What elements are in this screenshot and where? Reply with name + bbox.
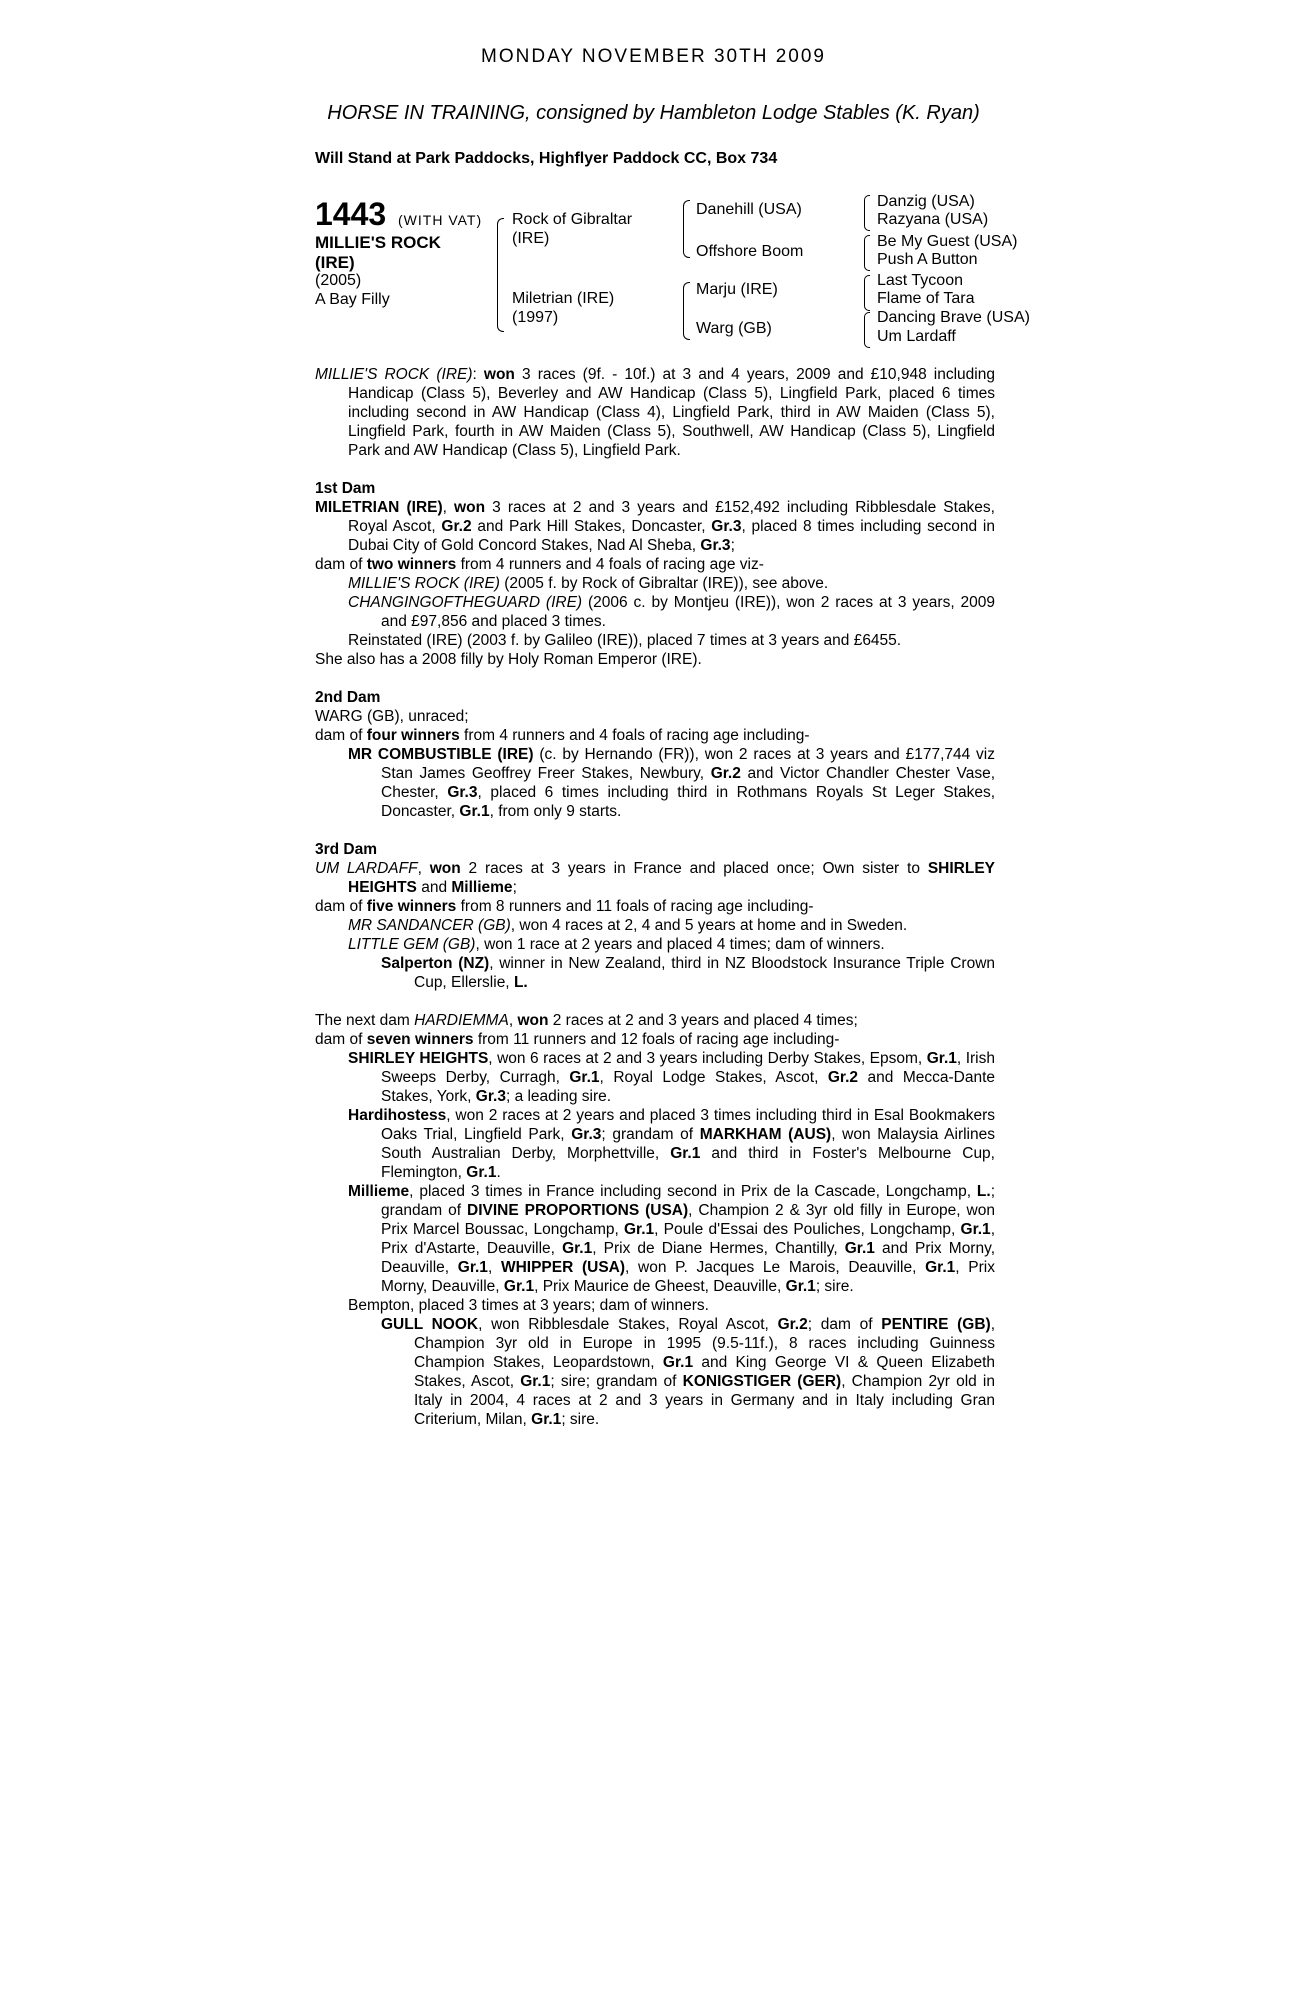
text: The next dam <box>315 1012 415 1029</box>
pedigree-gg-3: Be My Guest (USA) <box>877 233 1018 250</box>
relative-name: Millieme <box>451 879 513 896</box>
text: dam of <box>315 898 367 915</box>
text: and King George VI & Queen Elizabeth Stakes, Ascot, <box>414 1354 995 1390</box>
relative-name: WHIPPER (USA) <box>500 1259 626 1276</box>
horse-year: (2005) <box>315 272 362 289</box>
grade: Gr.1 <box>960 1221 991 1238</box>
text: ; grandam of <box>601 1126 700 1143</box>
produce-item <box>315 745 995 821</box>
produce-name: MR COMBUSTIBLE (IRE) <box>348 746 534 763</box>
grade: Gr.2 <box>777 1316 808 1333</box>
produce-name: MR SANDANCER (GB) <box>348 917 511 934</box>
text: ; <box>512 879 517 896</box>
produce-item <box>315 593 995 631</box>
text: , Prix de Diane Hermes, Chantilly, <box>592 1240 845 1257</box>
produce-name: Salperton (NZ) <box>381 955 490 972</box>
pedigree-dam-sire: Marju (IRE) <box>696 281 778 298</box>
text: , winner in New Zealand, third in NZ Bloodstock Insurance Triple Crown Cup, Ellerslie, <box>414 955 996 991</box>
text: , won 6 races at 2 and 3 years including Derby Stakes, Epsom, <box>488 1050 927 1067</box>
text: , Poule d'Essai des Pouliches, Longchamp, <box>654 1221 961 1238</box>
text: ; dam of <box>807 1316 882 1333</box>
stand-location: Will Stand at Park Paddocks, Highflyer Paddock CC, Box 734 <box>315 150 778 167</box>
pedigree-gg-8: Um Lardaff <box>877 328 956 345</box>
text: , placed 3 times in France including second in Prix de la Cascade, Longchamp, <box>409 1183 977 1200</box>
grade: Gr.3 <box>711 518 742 535</box>
horse-name-line2: (IRE) <box>315 253 355 272</box>
pedigree-brace-gen1 <box>497 218 504 332</box>
horse-name <box>315 233 441 273</box>
lot-vat: (WITH VAT) <box>398 212 483 228</box>
produce-item <box>315 954 995 992</box>
lot-number: 1443 <box>315 196 387 232</box>
produce-name: LITTLE GEM (GB) <box>348 936 476 953</box>
text: 2 races at 2 and 3 years and placed 4 times; <box>548 1012 858 1029</box>
pedigree-brace-sire <box>683 200 690 258</box>
text: 3 races at 2 and 3 years and £152,492 including Ribblesdale Stakes, Royal Ascot, <box>348 499 995 535</box>
text: , Prix Maurice de Gheest, Deauville, <box>534 1278 786 1295</box>
pedigree-brace-g1 <box>864 195 870 231</box>
grade: Gr.1 <box>926 1050 957 1067</box>
produce-name: MILLIE'S ROCK (IRE) <box>348 575 500 592</box>
pedigree-brace-g3 <box>864 275 870 311</box>
grade: Gr.1 <box>457 1259 488 1276</box>
produce-item <box>315 1106 995 1182</box>
next-dam-record: The next dam HARDIEMMA, won 2 races at 2 and 3 years and placed 4 times; <box>315 1012 858 1029</box>
pedigree-sire: Rock of Gibraltar <box>512 211 633 228</box>
produce-name: GULL NOOK <box>381 1316 479 1333</box>
text: ; sire. <box>561 1411 600 1428</box>
text: from 4 runners and 4 foals of racing age including- <box>459 727 810 744</box>
grade: Gr.3 <box>700 537 731 554</box>
race-record-text: 3 races (9f. - 10f.) at 3 and 4 years, 2009 and £10,948 including Handicap (Class 5), Beverley and AW Handicap (Class 5), Lingfield Park, placed 6 times including second in AW Handicap (Class 4), Lingfield Park, third in AW Maiden (Class 5), Lingfield Park, fourth in AW Maiden (Class 5), Southwell, AW Handicap (Class 5), Lingfield Park and AW Handicap (Class 5), Lingfield Park. <box>348 366 995 459</box>
winners-count: five winners <box>366 898 457 915</box>
catalogue-text <box>315 365 995 1429</box>
grade: Gr.3 <box>571 1126 602 1143</box>
produce-name: CHANGINGOFTHEGUARD (IRE) <box>348 594 583 611</box>
won-label: won <box>429 860 461 877</box>
race-record: MILLIE'S ROCK (IRE): won 3 races (9f. - 10f.) at 3 and 4 years, 2009 and £10,948 including Handicap (Class 5), Beverley and AW Handicap (Class 5), Lingfield Park, placed 6 times including second in AW Handicap (Class 4), Lingfield Park, third in AW Maiden (Class 5), Lingfield Park, fourth in AW Maiden (Class 5), Southwell, AW Handicap (Class 5), Lingfield Park and AW Handicap (Class 5), Lingfield Park. <box>315 366 995 459</box>
grade: L. <box>513 974 528 991</box>
text: 2 races at 3 years in France and placed once; Own sister to <box>460 860 928 877</box>
text: ; grandam of <box>381 1183 995 1219</box>
text: , won Malaysia Airlines South Australian Derby, Morphettville, <box>381 1126 995 1162</box>
third-dam-heading: 3rd Dam <box>315 841 378 858</box>
grade: Gr.2 <box>441 518 472 535</box>
text: and Victor Chandler Chester Vase, Chester, <box>381 765 995 801</box>
next-dam-name: HARDIEMMA <box>414 1012 509 1029</box>
consignment-line: HORSE IN TRAINING, consigned by Hambleton Lodge Stables (K. Ryan) <box>327 102 980 124</box>
next-dam-produce <box>315 1030 995 1049</box>
text: , placed 8 times including second in Dubai City of Gold Concord Stakes, Nad Al Sheba, <box>348 518 995 554</box>
text: dam of <box>315 556 367 573</box>
text: , Prix d'Astarte, Deauville, <box>381 1221 995 1257</box>
first-dam-record: MILETRIAN (IRE), won 3 races at 2 and 3 years and £152,492 including Ribblesdale Stakes, Royal Ascot, Gr.2 and Park Hill Stakes, Doncaster, Gr.3, placed 8 times including second in Dubai City of Gold Concord Stakes, Nad Al Sheba, Gr.3; <box>315 499 995 554</box>
text: and Park Hill Stakes, Doncaster, <box>471 518 712 535</box>
text: and third in Foster's Melbourne Cup, Flemington, <box>381 1145 995 1181</box>
second-dam-heading: 2nd Dam <box>315 689 381 706</box>
text: ; sire. <box>815 1278 854 1295</box>
text: , Champion 2yr old in Italy in 2004, 4 races at 2 and 3 years in Germany and in Italy including Gran Criterium, Milan, <box>414 1373 996 1428</box>
won-label: won <box>454 499 486 516</box>
text: ; <box>730 537 735 554</box>
pedigree-dam: Miletrian (IRE) <box>512 290 615 307</box>
relative-name: DIVINE PROPORTIONS (USA) <box>467 1202 689 1219</box>
third-dam-name: UM LARDAFF <box>315 860 418 877</box>
grade: Gr.1 <box>662 1354 694 1371</box>
grade: Gr.1 <box>925 1259 956 1276</box>
text: , Champion 3yr old in Europe in 1995 (9.5-11f.), 8 races including Guinness Champion Stakes, Leopardstown, <box>414 1316 995 1371</box>
first-dam-also: She also has a 2008 filly by Holy Roman Emperor (IRE). <box>315 651 702 668</box>
produce-item: Bempton, placed 3 times at 3 years; dam of winners. <box>348 1297 709 1314</box>
grade: Gr.3 <box>475 1088 506 1105</box>
text: dam of <box>315 727 367 744</box>
grade: Gr.1 <box>785 1278 816 1295</box>
grade: Gr.1 <box>844 1240 875 1257</box>
text: , won 1 race at 2 years and placed 4 times; dam of winners. <box>475 936 885 953</box>
winners-count: seven winners <box>366 1031 474 1048</box>
grade: Gr.1 <box>503 1278 535 1295</box>
first-dam-heading: 1st Dam <box>315 480 376 497</box>
produce-item <box>315 574 995 593</box>
grade: Gr.1 <box>670 1145 701 1162</box>
grade: Gr.1 <box>569 1069 600 1086</box>
produce-item: Reinstated (IRE) (2003 f. by Galileo (IRE)), placed 7 times at 3 years and £6455. <box>348 632 902 649</box>
first-dam-produce <box>315 555 995 574</box>
grade: Gr.2 <box>710 765 741 782</box>
produce-name: Hardihostess <box>348 1107 447 1124</box>
text: , Prix Morny, Deauville, <box>381 1259 995 1295</box>
horse-description: A Bay Filly <box>315 291 390 308</box>
grade: Gr.1 <box>562 1240 593 1257</box>
pedigree-sire-sire: Danehill (USA) <box>696 201 802 218</box>
produce-item <box>315 935 995 954</box>
text: dam of <box>315 1031 367 1048</box>
third-dam-record: UM LARDAFF, won 2 races at 3 years in France and placed once; Own sister to SHIRLEY HEIGHTS and Millieme; <box>315 860 995 896</box>
horse-name-italic: MILLIE'S ROCK (IRE) <box>315 366 473 383</box>
text: , placed 6 times including third in Rothmans Royals St Leger Stakes, Doncaster, <box>381 784 996 820</box>
text: , Royal Lodge Stakes, Ascot, <box>599 1069 828 1086</box>
second-dam-produce <box>315 726 995 745</box>
text: , Irish Sweeps Derby, Curragh, <box>381 1050 995 1086</box>
horse-name-line1: MILLIE'S ROCK <box>315 233 441 252</box>
text: , won 2 races at 2 years and placed 3 times including third in Esal Bookmakers Oaks Trial, Lingfield Park, <box>381 1107 995 1143</box>
text: from 8 runners and 11 foals of racing age including- <box>456 898 814 915</box>
text: (2005 f. by Rock of Gibraltar (IRE)), see above. <box>499 575 829 592</box>
won-label: won <box>483 366 515 383</box>
winners-count: two winners <box>366 556 457 573</box>
text: from 11 runners and 12 foals of racing age including- <box>473 1031 840 1048</box>
text: , from only 9 starts. <box>489 803 622 820</box>
text: , <box>487 1259 501 1276</box>
text: , Champion 2 & 3yr old filly in Europe, won Prix Marcel Boussac, Longchamp, <box>381 1202 995 1238</box>
winners-count: four winners <box>366 727 460 744</box>
text: ; sire; grandam of <box>550 1373 683 1390</box>
text: , won 4 races at 2, 4 and 5 years at home and in Sweden. <box>510 917 908 934</box>
pedigree-dam-dam: Warg (GB) <box>696 320 772 337</box>
second-dam-line: WARG (GB), unraced; <box>315 708 469 725</box>
text: , won Ribblesdale Stakes, Royal Ascot, <box>478 1316 778 1333</box>
pedigree-brace-g2 <box>864 235 870 271</box>
pedigree-gg-5: Last Tycoon <box>877 272 963 289</box>
sale-date: MONDAY NOVEMBER 30TH 2009 <box>481 46 826 67</box>
produce-item <box>315 1182 995 1296</box>
third-dam-produce <box>315 897 995 916</box>
pedigree-dam-year: (1997) <box>512 309 559 326</box>
first-dam-name: MILETRIAN (IRE) <box>315 499 443 516</box>
pedigree-gg-1: Danzig (USA) <box>877 193 975 210</box>
pedigree-brace-g4 <box>864 312 870 348</box>
produce-name: Millieme <box>348 1183 410 1200</box>
grade: Gr.1 <box>459 803 490 820</box>
text: , won P. Jacques Le Marois, Deauville, <box>625 1259 926 1276</box>
text: and Mecca-Dante Stakes, York, <box>381 1069 995 1105</box>
pedigree-gg-7: Dancing Brave (USA) <box>877 309 1030 326</box>
grade: Gr.1 <box>520 1373 551 1390</box>
pedigree-sire-dam: Offshore Boom <box>696 243 804 260</box>
text: and <box>416 879 452 896</box>
relative-name: MARKHAM (AUS) <box>699 1126 832 1143</box>
produce-item <box>315 916 995 935</box>
text: and Prix Morny, Deauville, <box>381 1240 995 1276</box>
text: from 4 runners and 4 foals of racing age viz- <box>456 556 764 573</box>
pedigree-gg-6: Flame of Tara <box>877 290 975 307</box>
relative-name: KONIGSTIGER (GER) <box>682 1373 842 1390</box>
produce-item <box>315 1315 995 1429</box>
produce-item <box>315 1049 995 1106</box>
grade: Gr.2 <box>827 1069 859 1086</box>
text: ; a leading sire. <box>505 1088 612 1105</box>
grade: Gr.1 <box>624 1221 655 1238</box>
grade: L. <box>976 1183 991 1200</box>
pedigree-sire-country: (IRE) <box>512 230 550 247</box>
grade: Gr.1 <box>466 1164 497 1181</box>
text: (2006 c. by Montjeu (IRE)), won 2 races at 3 years, 2009 and £97,856 and placed 3 times. <box>381 594 996 630</box>
produce-name: SHIRLEY HEIGHTS <box>348 1050 489 1067</box>
grade: Gr.1 <box>531 1411 562 1428</box>
grade: Gr.3 <box>447 784 478 801</box>
relative-name: PENTIRE (GB) <box>881 1316 991 1333</box>
won-label: won <box>517 1012 549 1029</box>
text: . <box>496 1164 501 1181</box>
pedigree-gg-2: Razyana (USA) <box>877 211 989 228</box>
pedigree-gg-4: Push A Button <box>877 251 978 268</box>
relative-name: SHIRLEY HEIGHTS <box>348 860 995 896</box>
pedigree-brace-dam <box>683 282 690 340</box>
text: (c. by Hernando (FR)), won 2 races at 3 years and £177,744 viz Stan James Geoffrey Freer Stakes, Newbury, <box>381 746 995 782</box>
